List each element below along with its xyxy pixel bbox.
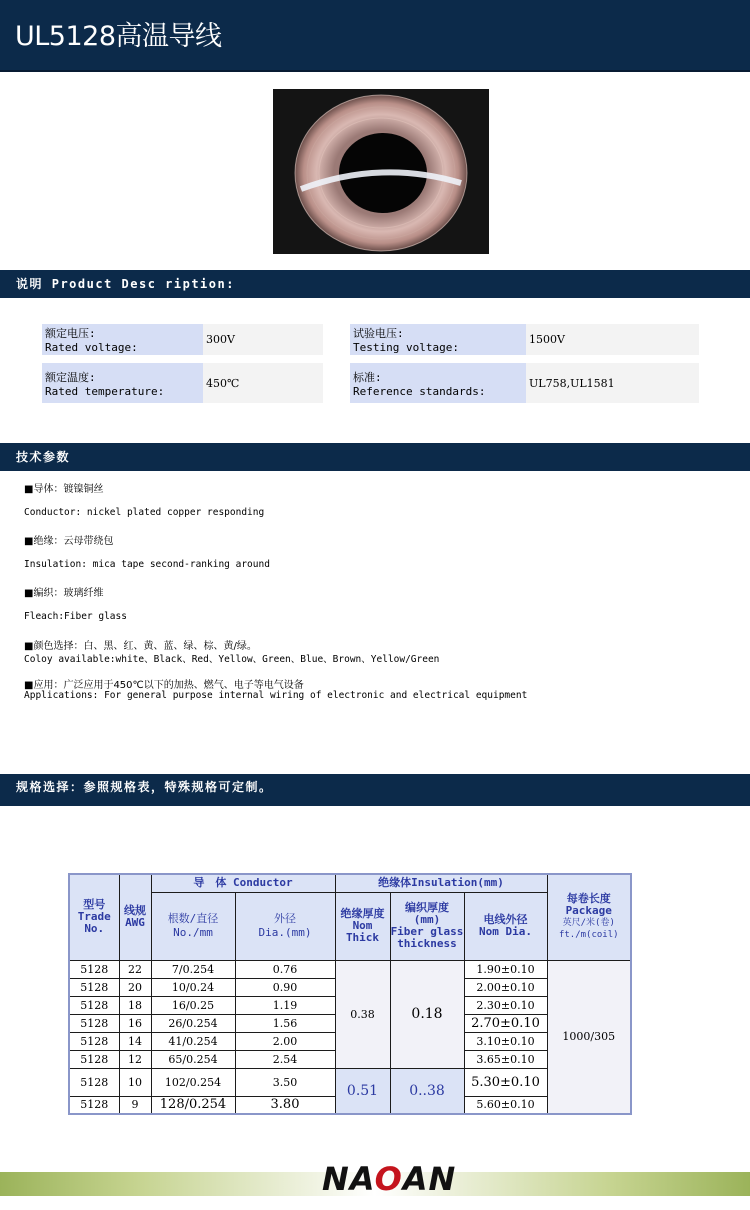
product-photo [273, 89, 489, 254]
package-header-zh: 每卷长度 [566, 892, 611, 906]
row-6-od: 3.65±0.10 [464, 1050, 547, 1068]
fiber-header [390, 892, 464, 960]
row-5-trade: 5128 [69, 1032, 119, 1050]
nom-thick-small: 0.38 [335, 960, 390, 1068]
nom-thick-header-zh: 绝缘厚度 [340, 907, 385, 920]
brand-logo-part-2: AN [402, 1160, 457, 1198]
row-7-awg: 10 [119, 1068, 151, 1096]
row-2-awg: 20 [119, 978, 151, 996]
row-6-awg: 12 [119, 1050, 151, 1068]
conductor-en: Conductor: nickel plated copper responding [24, 507, 265, 518]
dia-header [235, 892, 335, 960]
row-5-od: 3.10±0.10 [464, 1032, 547, 1050]
spec-table [68, 873, 632, 1115]
testing-voltage-label-zh: 试验电压: [353, 327, 404, 340]
testing-voltage-label [350, 324, 526, 355]
dia-header-en: Dia.(mm) [258, 926, 312, 939]
reference-standards-value: UL758,UL1581 [526, 363, 699, 403]
color-zh: ■颜色选择：白、黑、红、黄、蓝、绿、棕、黄/绿。 [24, 641, 257, 652]
braid-zh: ■编织：玻璃纤维 [24, 588, 104, 599]
testing-voltage-label-en: Testing voltage: [353, 341, 459, 354]
od-header [464, 892, 547, 960]
rated-temperature-label-zh: 额定温度: [45, 370, 96, 384]
row-4-strands: 26/0.254 [151, 1014, 235, 1032]
row-3-awg: 18 [119, 996, 151, 1014]
od-header-en: Nom Dia. [479, 925, 532, 938]
row-2-trade: 5128 [69, 978, 119, 996]
insulation-zh: ■绝缘：云母带绕包 [24, 536, 114, 547]
row-7-strands: 102/0.254 [151, 1068, 235, 1096]
row-3-trade: 5128 [69, 996, 119, 1014]
fiber-header-zh: 编织厚度 [405, 901, 449, 914]
row-2-strands: 10/0.24 [151, 978, 235, 996]
application-en: Applications: For general purpose internal wiring of electronic and electrical equipment [24, 690, 528, 701]
color-en: Coloy available:white、Black、Red、Yellow、Green、Blue、Brown、Yellow/Green [24, 654, 440, 665]
conductor-zh: ■导体：镀镍铜丝 [24, 484, 104, 495]
fiber-header-mm: (mm) [413, 913, 441, 926]
section-description [0, 270, 750, 298]
reference-standards-label-en: Reference standards: [353, 384, 486, 398]
ratings-left [42, 324, 323, 403]
ratings-right [350, 324, 699, 403]
row-8-dia: 3.80 [235, 1096, 335, 1114]
brand-logo-mark: O [374, 1160, 403, 1198]
row-7-trade: 5128 [69, 1068, 119, 1096]
section-description-label: 说明 Product Desc ription: [16, 277, 235, 291]
package-unit-en: ft./m(coil) [558, 930, 619, 941]
strands-header-zh: 根数/直径 [167, 912, 219, 925]
braid-en: Fleach:Fiber glass [24, 611, 127, 622]
package-header [547, 874, 631, 960]
trade-no-header: 型号 Trade No. [69, 874, 119, 960]
row-8-awg: 9 [119, 1096, 151, 1114]
row-8-strands: 128/0.254 [151, 1096, 235, 1114]
row-6-trade: 5128 [69, 1050, 119, 1068]
section-technical [0, 443, 750, 471]
row-3-dia: 1.19 [235, 996, 335, 1014]
reference-standards-label-zh: 标准: [353, 370, 382, 384]
row-1-trade: 5128 [69, 960, 119, 978]
nom-thick-large: 0.51 [335, 1068, 390, 1114]
section-spec-select-label: 规格选择：参照规格表，特殊规格可定制。 [16, 780, 273, 794]
package-header-en: Package [565, 904, 612, 918]
rated-temperature-value: 450℃ [203, 363, 323, 403]
awg-header: 线规 AWG [119, 874, 151, 960]
insulation-header: 绝缘体Insulation(mm) [335, 874, 547, 892]
row-4-trade: 5128 [69, 1014, 119, 1032]
insulation-en: Insulation: mica tape second-ranking around [24, 559, 270, 570]
brand-logo-part-1: NA [322, 1160, 375, 1198]
row-1-od: 1.90±0.10 [464, 960, 547, 978]
row-8-trade: 5128 [69, 1096, 119, 1114]
reference-standards-label [350, 363, 526, 403]
package-unit-zh: 英尺/米(卷) [562, 918, 615, 929]
row-7-od: 5.30±0.10 [464, 1068, 547, 1096]
page-header [0, 0, 750, 72]
row-1-dia: 0.76 [235, 960, 335, 978]
conductor-header: 导 体 Conductor [151, 874, 335, 892]
row-1-strands: 7/0.254 [151, 960, 235, 978]
page-title: UL5128高温导线 [15, 21, 222, 52]
row-2-dia: 0.90 [235, 978, 335, 996]
fiber-small: 0.18 [390, 960, 464, 1068]
row-5-strands: 41/0.254 [151, 1032, 235, 1050]
row-5-dia: 2.00 [235, 1032, 335, 1050]
row-3-strands: 16/0.25 [151, 996, 235, 1014]
dia-header-zh: 外径 [274, 912, 296, 925]
nom-thick-header [335, 892, 390, 960]
rated-voltage-label-en: Rated voltage: [45, 341, 138, 354]
section-spec-select [0, 774, 750, 806]
rated-voltage-value: 300V [203, 324, 323, 355]
brand-logo [322, 1160, 456, 1198]
nom-thick-header-en: Nom Thick [345, 919, 380, 944]
row-7-dia: 3.50 [235, 1068, 335, 1096]
fiber-header-en: Fiber glass thickness [390, 925, 464, 950]
row-5-awg: 14 [119, 1032, 151, 1050]
row-4-dia: 1.56 [235, 1014, 335, 1032]
row-6-dia: 2.54 [235, 1050, 335, 1068]
wire-coil-image [273, 89, 489, 254]
rated-temperature-label [42, 363, 203, 403]
section-technical-label: 技术参数 [16, 450, 71, 464]
rated-voltage-label [42, 324, 203, 355]
row-6-strands: 65/0.254 [151, 1050, 235, 1068]
testing-voltage-value: 1500V [526, 324, 699, 355]
rated-temperature-label-en: Rated temperature: [45, 384, 165, 398]
fiber-large: 0..38 [390, 1068, 464, 1114]
row-3-od: 2.30±0.10 [464, 996, 547, 1014]
rated-voltage-label-zh: 额定电压: [45, 327, 96, 340]
row-8-od: 5.60±0.10 [464, 1096, 547, 1114]
row-4-awg: 16 [119, 1014, 151, 1032]
od-header-zh: 电线外径 [483, 913, 528, 926]
strands-header-en: No./mm [173, 926, 213, 939]
row-1-awg: 22 [119, 960, 151, 978]
application-zh: ■应用：广泛应用于450℃以下的加热、燃气、电子等电气设备 [24, 680, 304, 691]
strands-header [151, 892, 235, 960]
row-4-od: 2.70±0.10 [464, 1014, 547, 1032]
row-2-od: 2.00±0.10 [464, 978, 547, 996]
package-value: 1000/305 [547, 960, 631, 1114]
